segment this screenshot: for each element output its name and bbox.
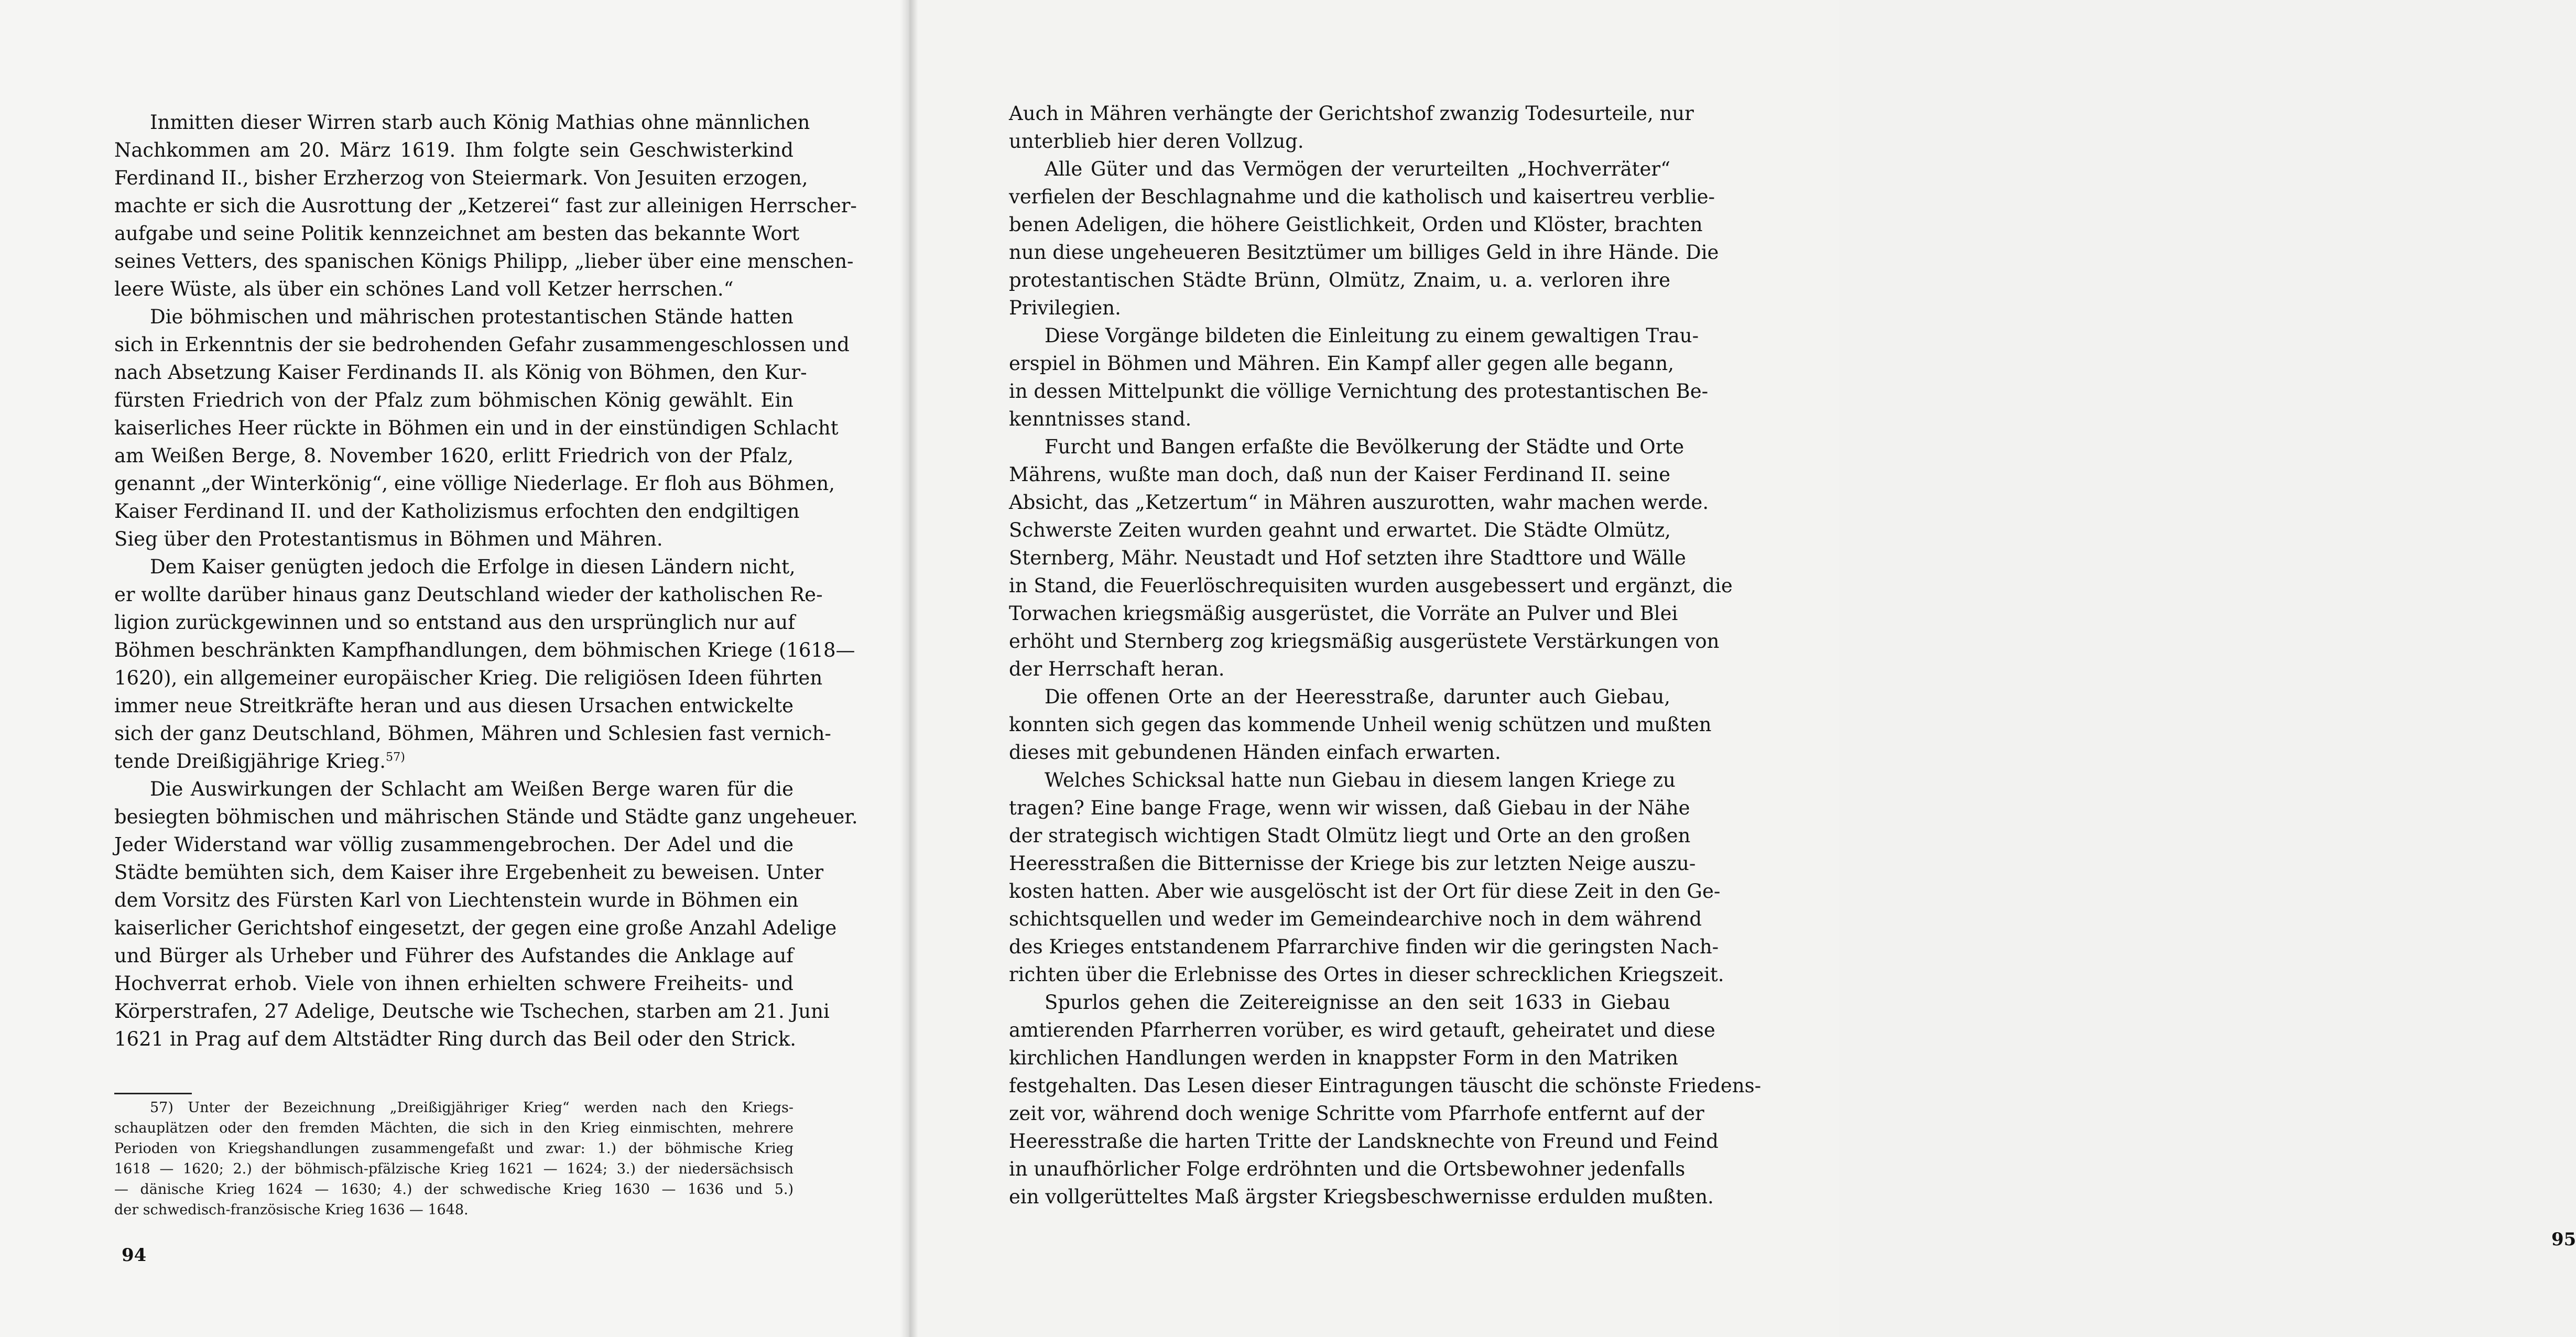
footnote-line: der schwedisch-französische Krieg 1636 — 1648. bbox=[114, 1202, 469, 1218]
text-line bbox=[1009, 711, 1712, 738]
text-line-content: nach Absetzung Kaiser Ferdinands II. als König von Böhmen, den Kur- bbox=[114, 361, 807, 384]
text-line bbox=[1009, 100, 1694, 127]
text-line bbox=[1009, 461, 1670, 488]
text-line bbox=[114, 164, 808, 192]
text-line bbox=[1009, 572, 1733, 600]
text-line-content: kenntnisses stand. bbox=[1009, 408, 1192, 430]
text-line-content: kaiserliches Heer rückte in Böhmen ein und in der einstündigen Schlacht bbox=[114, 417, 839, 439]
text-line-content: Die offenen Orte an der Heeresstraße, darunter auch Giebau, bbox=[1045, 686, 1670, 708]
text-line bbox=[1009, 405, 1670, 433]
text-line bbox=[1009, 294, 1670, 322]
footnote-line: 57) Unter der Bezeichnung „Dreißigjähriger Krieg“ werden nach den Kriegs- bbox=[150, 1100, 794, 1116]
right-paragraph bbox=[1009, 766, 1724, 988]
footnote-line: — dänische Krieg 1624 — 1630; 4.) der schwedische Krieg 1630 — 1636 und 5.) bbox=[114, 1181, 794, 1198]
text-line bbox=[114, 664, 823, 692]
text-line-content: Sternberg, Mähr. Neustadt und Hof setzten ihre Stadttore und Wälle bbox=[1009, 547, 1686, 569]
text-line bbox=[1009, 266, 1670, 294]
text-line bbox=[114, 997, 830, 1025]
text-line-content: konnten sich gegen das kommende Unheil wenig schützen und mußten bbox=[1009, 713, 1712, 736]
text-line bbox=[114, 108, 810, 136]
text-line bbox=[1009, 683, 1670, 711]
text-line-content: 1620), ein allgemeiner europäischer Krieg. Die religiösen Ideen führten bbox=[114, 667, 823, 689]
text-line-content: immer neue Streitkräfte heran und aus diesen Ursachen entwickelte bbox=[114, 694, 794, 717]
text-line-content: genannt „der Winterkönig“, eine völlige Niederlage. Er floh aus Böhmen, bbox=[114, 472, 835, 495]
text-line bbox=[114, 608, 794, 636]
text-line bbox=[1009, 127, 1670, 155]
text-line-content: am Weißen Berge, 8. November 1620, erlitt Friedrich von der Pfalz, bbox=[114, 444, 794, 467]
right-paragraph bbox=[1009, 433, 1733, 683]
left-paragraph bbox=[114, 108, 857, 303]
text-line bbox=[114, 914, 837, 942]
text-line bbox=[114, 303, 794, 331]
text-line-content: aufgabe und seine Politik kennzeichnet am besten das bekannte Wort bbox=[114, 222, 800, 245]
text-line bbox=[1009, 350, 1675, 377]
text-line-content: sich in Erkenntnis der sie bedrohenden Gefahr zusammengeschlossen und bbox=[114, 333, 850, 356]
right-paragraph bbox=[1009, 988, 1762, 1211]
text-line bbox=[114, 581, 823, 608]
text-line bbox=[1009, 738, 1670, 766]
text-line bbox=[114, 970, 794, 997]
left-paragraph bbox=[114, 553, 855, 775]
text-line bbox=[114, 1025, 797, 1053]
text-line bbox=[1009, 1127, 1719, 1155]
text-line-content: benen Adeligen, die höhere Geistlichkeit, Orden und Klöster, brachten bbox=[1009, 213, 1703, 236]
text-line-content: Privilegien. bbox=[1009, 297, 1121, 319]
text-line-content: schichtsquellen und weder im Gemeindearchive noch in dem während bbox=[1009, 908, 1702, 930]
text-line-content: Furcht und Bangen erfaßte die Bevölkerung der Städte und Orte bbox=[1045, 436, 1684, 458]
text-line bbox=[114, 942, 794, 970]
page-number-left: 94 bbox=[122, 1245, 147, 1266]
text-line bbox=[114, 358, 807, 386]
text-line bbox=[114, 247, 854, 275]
footnote-line: Perioden von Kriegshandlungen zusammengefaßt und zwar: 1.) der böhmische Krieg bbox=[114, 1140, 794, 1157]
text-line bbox=[114, 497, 800, 525]
text-line bbox=[114, 414, 839, 442]
text-line bbox=[1009, 933, 1719, 961]
text-line bbox=[1009, 877, 1721, 905]
text-line-content: kosten hatten. Aber wie ausgelöscht ist der Ort für diese Zeit in den Ge- bbox=[1009, 880, 1721, 903]
text-line bbox=[1009, 655, 1670, 683]
text-line-content: leere Wüste, als über ein schönes Land voll Ketzer herrschen.“ bbox=[114, 278, 734, 300]
text-line-content: Nachkommen am 20. März 1619. Ihm folgte sein Geschwisterkind bbox=[114, 139, 794, 161]
footnote-line: 1618 — 1620; 2.) der böhmisch-pfälzische Krieg 1621 — 1624; 3.) der niedersächsisch bbox=[114, 1161, 794, 1177]
text-line-content: tende Dreißigjährige Krieg. bbox=[114, 750, 386, 773]
text-line-content: Alle Güter und das Vermögen der verurteilten „Hochverräter“ bbox=[1045, 158, 1670, 180]
text-line-content: Jeder Widerstand war völlig zusammengebrochen. Der Adel und die bbox=[114, 833, 794, 856]
text-line bbox=[1009, 1016, 1715, 1044]
text-line-content: Böhmen beschränkten Kampfhandlungen, dem böhmischen Kriege (1618— bbox=[114, 639, 855, 661]
text-line-content: Die Auswirkungen der Schlacht am Weißen Berge waren für die bbox=[150, 778, 794, 800]
text-line bbox=[1009, 488, 1709, 516]
text-line-content: fürsten Friedrich von der Pfalz zum böhmischen König gewählt. Ein bbox=[114, 389, 794, 411]
text-line bbox=[1009, 155, 1670, 183]
text-line-content: in dessen Mittelpunkt die völlige Vernichtung des protestantischen Be- bbox=[1009, 380, 1709, 403]
text-line-content: Kaiser Ferdinand II. und der Katholizismus erfochten den endgiltigen bbox=[114, 500, 800, 523]
text-line-content: Städte bemühten sich, dem Kaiser ihre Ergebenheit zu beweisen. Unter bbox=[114, 861, 824, 884]
text-line-content: Ferdinand II., bisher Erzherzog von Steiermark. Von Jesuiten erzogen, bbox=[114, 167, 808, 189]
text-line bbox=[114, 747, 794, 775]
right-paragraph bbox=[1009, 155, 1719, 322]
text-line-content: Heeresstraße die harten Tritte der Landsknechte von Freund und Feind bbox=[1009, 1130, 1719, 1153]
text-line-content: kaiserlicher Gerichtshof eingesetzt, der gegen eine große Anzahl Adelige bbox=[114, 917, 837, 939]
text-line bbox=[1009, 1044, 1678, 1072]
text-line-content: Welches Schicksal hatte nun Giebau in diesem langen Kriege zu bbox=[1045, 769, 1676, 791]
right-page-body bbox=[1009, 100, 1762, 1211]
text-line bbox=[114, 136, 794, 164]
text-line-content: der strategisch wichtigen Stadt Olmütz liegt und Orte an den großen bbox=[1009, 824, 1691, 847]
left-page-body bbox=[114, 108, 858, 1053]
text-line-content: Auch in Mähren verhängte der Gerichtshof zwanzig Todesurteile, nur bbox=[1009, 102, 1694, 125]
text-line bbox=[1009, 1072, 1762, 1100]
text-line-content: Spurlos gehen die Zeitereignisse an den seit 1633 in Giebau bbox=[1045, 991, 1670, 1014]
text-line bbox=[114, 858, 824, 886]
text-line bbox=[114, 220, 800, 247]
text-line-content: Körperstrafen, 27 Adelige, Deutsche wie Tschechen, starben am 21. Juni bbox=[114, 1000, 830, 1023]
text-line bbox=[114, 775, 794, 803]
text-line-content: Inmitten dieser Wirren starb auch König Mathias ohne männlichen bbox=[150, 111, 810, 134]
left-paragraph bbox=[114, 303, 850, 553]
text-line-content: 1621 in Prag auf dem Altstädter Ring durch das Beil oder den Strick. bbox=[114, 1028, 797, 1050]
text-line bbox=[114, 692, 794, 720]
text-line bbox=[114, 553, 794, 581]
text-line bbox=[114, 831, 794, 858]
text-line-content: machte er sich die Ausrottung der „Ketzerei“ fast zur alleinigen Herrscher- bbox=[114, 194, 857, 217]
text-line-content: Heeresstraßen die Bitternisse der Kriege bis zur letzten Neige auszu- bbox=[1009, 852, 1696, 875]
text-line bbox=[1009, 238, 1719, 266]
text-line-content: verfielen der Beschlagnahme und die katholisch und kaisertreu verblie- bbox=[1009, 186, 1715, 208]
text-line-content: dem Vorsitz des Fürsten Karl von Liechtenstein wurde in Böhmen ein bbox=[114, 889, 799, 911]
text-line-content: zeit vor, während doch wenige Schritte vom Pfarrhofe entfernt auf der bbox=[1009, 1102, 1704, 1125]
text-line-content: besiegten böhmischen und mährischen Stände und Städte ganz ungeheuer. bbox=[114, 806, 858, 828]
text-line-content: in Stand, die Feuerlöschrequisiten wurden ausgebessert und ergänzt, die bbox=[1009, 574, 1733, 597]
text-line bbox=[114, 636, 855, 664]
page-number-right: 95 bbox=[2551, 1229, 2576, 1250]
text-line-content: in unaufhörlicher Folge erdröhnten und die Ortsbewohner jedenfalls bbox=[1009, 1158, 1686, 1180]
footnote-57 bbox=[114, 1097, 794, 1220]
text-line-content: und Bürger als Urheber und Führer des Aufstandes die Anklage auf bbox=[114, 944, 794, 967]
text-line bbox=[1009, 766, 1676, 794]
text-line bbox=[114, 442, 794, 470]
text-line bbox=[1009, 600, 1678, 627]
text-line-content: er wollte darüber hinaus ganz Deutschland wieder der katholischen Re- bbox=[114, 583, 823, 606]
text-line bbox=[1009, 1100, 1704, 1127]
text-line bbox=[114, 720, 831, 747]
text-line-content: nun diese ungeheueren Besitztümer um billiges Geld in ihre Hände. Die bbox=[1009, 241, 1719, 264]
text-line bbox=[1009, 544, 1686, 572]
text-line bbox=[114, 331, 850, 358]
text-line-content: Dem Kaiser genügten jedoch die Erfolge in diesen Ländern nicht, bbox=[150, 556, 796, 578]
text-line bbox=[114, 192, 857, 220]
text-line-content: erhöht und Sternberg zog kriegsmäßig ausgerüstete Verstärkungen von bbox=[1009, 630, 1720, 653]
text-line bbox=[1009, 961, 1724, 988]
right-paragraph bbox=[1009, 683, 1712, 766]
text-line bbox=[114, 386, 794, 414]
text-line-content: Mährens, wußte man doch, daß nun der Kaiser Ferdinand II. seine bbox=[1009, 463, 1670, 486]
text-line-content: Sieg über den Protestantismus in Böhmen und Mähren. bbox=[114, 528, 663, 550]
text-line-content: Diese Vorgänge bildeten die Einleitung zu einem gewaltigen Trau- bbox=[1045, 324, 1699, 347]
text-line bbox=[1009, 1155, 1686, 1183]
text-line bbox=[1009, 794, 1690, 822]
text-line bbox=[1009, 322, 1699, 350]
text-line-content: Hochverrat erhob. Viele von ihnen erhielten schwere Freiheits- und bbox=[114, 972, 794, 995]
text-line bbox=[114, 525, 794, 553]
footnote-marker: 57) bbox=[385, 750, 405, 764]
text-line bbox=[1009, 377, 1709, 405]
text-line bbox=[1009, 516, 1670, 544]
text-line-content: festgehalten. Das Lesen dieser Eintragungen täuscht die schönste Friedens- bbox=[1009, 1074, 1762, 1097]
text-line-content: ligion zurückgewinnen und so entstand aus den ursprünglich nur auf bbox=[114, 611, 795, 634]
text-line-content: unterblieb hier deren Vollzug. bbox=[1009, 130, 1304, 153]
text-line-content: Absicht, das „Ketzertum“ in Mähren auszurotten, wahr machen werde. bbox=[1009, 491, 1709, 514]
text-line bbox=[114, 803, 858, 831]
text-line-content: amtierenden Pfarrherren vorüber, es wird getauft, geheiratet und diese bbox=[1009, 1019, 1715, 1041]
left-page bbox=[0, 0, 909, 1337]
text-line bbox=[1009, 627, 1720, 655]
text-line-content: ein vollgerütteltes Maß ärgster Kriegsbeschwernisse erdulden mußten. bbox=[1009, 1186, 1714, 1208]
text-line bbox=[1009, 905, 1702, 933]
text-line-content: protestantischen Städte Brünn, Olmütz, Znaim, u. a. verloren ihre bbox=[1009, 269, 1670, 291]
text-line-content: Torwachen kriegsmäßig ausgerüstet, die Vorräte an Pulver und Blei bbox=[1009, 602, 1678, 625]
footnote-rule bbox=[114, 1093, 192, 1094]
text-line bbox=[1009, 822, 1691, 850]
text-line bbox=[1009, 850, 1696, 877]
text-line-content: tragen? Eine bange Frage, wenn wir wissen, daß Giebau in der Nähe bbox=[1009, 797, 1690, 819]
left-paragraph bbox=[114, 775, 858, 1053]
text-line-content: kirchlichen Handlungen werden in knappster Form in den Matriken bbox=[1009, 1047, 1678, 1069]
text-line bbox=[1009, 433, 1684, 461]
text-line-content: Schwerste Zeiten wurden geahnt und erwartet. Die Städte Olmütz, bbox=[1009, 519, 1671, 541]
text-line bbox=[114, 470, 835, 497]
text-line-content: der Herrschaft heran. bbox=[1009, 658, 1225, 680]
text-line bbox=[1009, 183, 1715, 211]
text-line bbox=[114, 275, 794, 303]
right-paragraph bbox=[1009, 100, 1694, 155]
text-line-content: des Krieges entstandenem Pfarrarchive finden wir die geringsten Nach- bbox=[1009, 936, 1719, 958]
text-line-content: erspiel in Böhmen und Mähren. Ein Kampf aller gegen alle begann, bbox=[1009, 352, 1675, 375]
text-line bbox=[1009, 988, 1670, 1016]
right-paragraph bbox=[1009, 322, 1709, 433]
text-line-content: sich der ganz Deutschland, Böhmen, Mähren und Schlesien fast vernich- bbox=[114, 722, 831, 745]
text-line-content: richten über die Erlebnisse des Ortes in dieser schrecklichen Kriegszeit. bbox=[1009, 963, 1724, 986]
footnote-line: schauplätzen oder den fremden Mächten, die sich in den Krieg einmischten, mehrere bbox=[114, 1120, 794, 1136]
text-line-content: seines Vetters, des spanischen Königs Philipp, „lieber über eine menschen- bbox=[114, 250, 854, 273]
text-line bbox=[1009, 211, 1703, 238]
text-line bbox=[114, 886, 799, 914]
text-line bbox=[1009, 1183, 1714, 1211]
text-line-content: Die böhmischen und mährischen protestantischen Stände hatten bbox=[150, 306, 794, 328]
text-line-content: dieses mit gebundenen Händen einfach erwarten. bbox=[1009, 741, 1501, 764]
